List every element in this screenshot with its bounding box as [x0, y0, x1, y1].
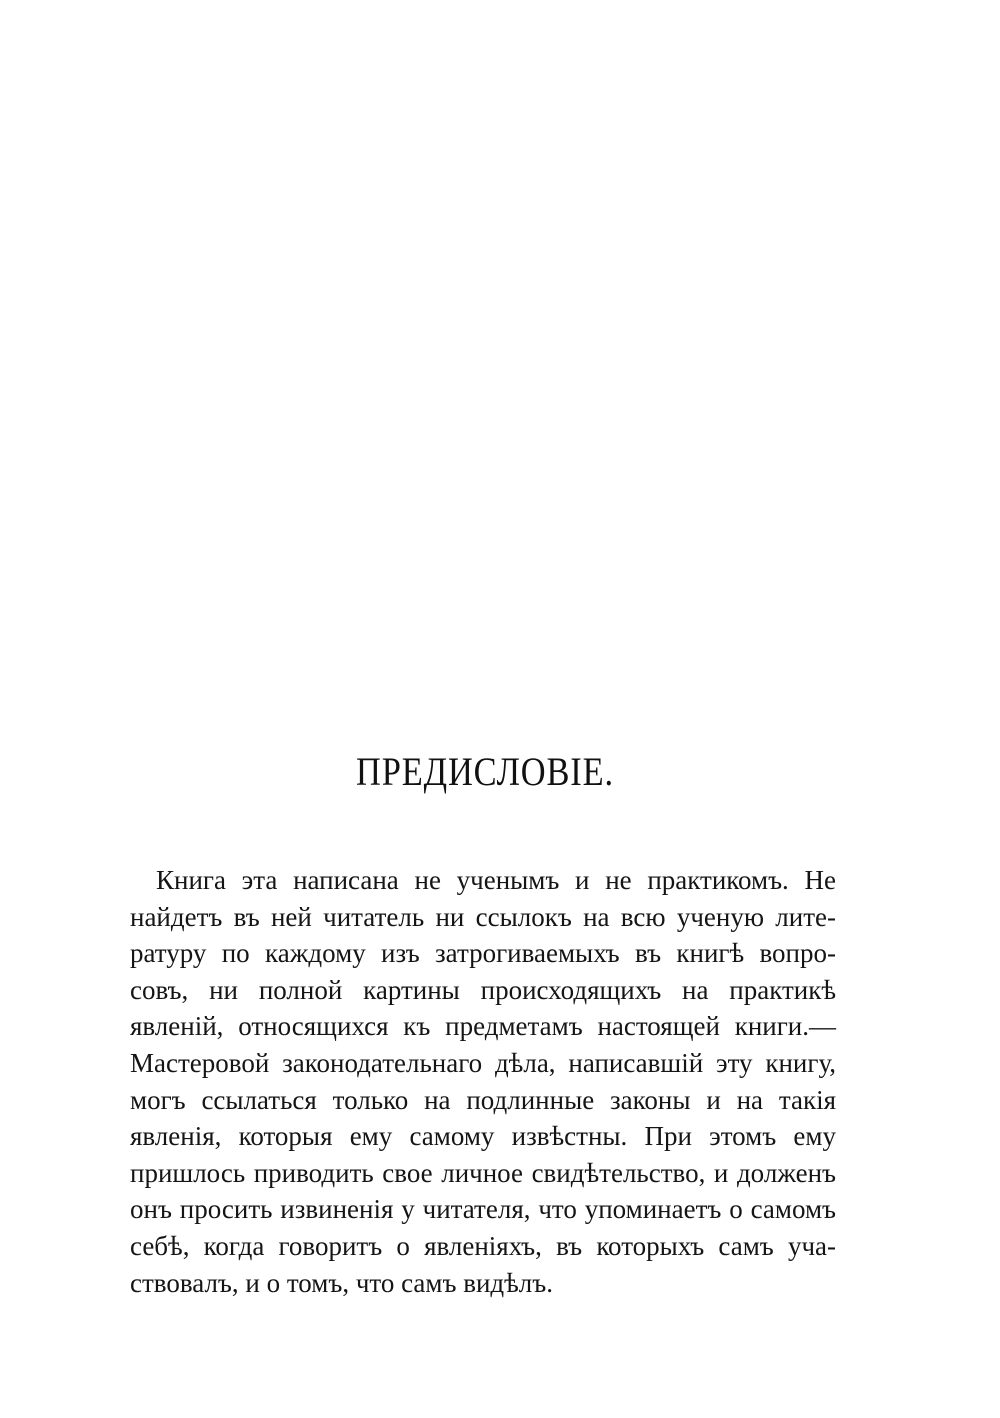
preface-paragraph [130, 862, 836, 1301]
text-line: себѣ, когда говоритъ о явленіяхъ, въ которыхъ самъ уча- [130, 1230, 836, 1261]
text-line: могъ ссылаться только на подлинные законы и на такія [130, 1084, 836, 1115]
text-line: Мастеровой законодательнаго дѣла, написавшій эту книгу, [130, 1047, 836, 1078]
text-line: явленія, которыя ему самому извѣстны. При этомъ ему [130, 1121, 836, 1152]
text-line: найдетъ въ ней читатель ни ссылокъ на всю ученую лите- [130, 901, 836, 932]
text-line: ствовалъ, и о томъ, что самъ видѣлъ. [130, 1267, 553, 1298]
text-line: явленій, относящихся къ предметамъ настоящей книги.— [130, 1011, 836, 1042]
text-line: Книга эта написана не ученымъ и не практикомъ. Не [156, 865, 836, 895]
text-line: пришлось приводить свое личное свидѣтельство, и долженъ [130, 1157, 836, 1188]
text-line: совъ, ни полной картины происходящихъ на практикѣ [130, 974, 836, 1005]
text-line: онъ просить извиненія у читателя, что упоминаетъ о самомъ [130, 1194, 836, 1225]
text-line: ратуру по каждому изъ затрогиваемыхъ въ книгѣ вопро- [130, 938, 836, 969]
page-title: ПРЕДИСЛОВІЕ. [356, 749, 614, 794]
